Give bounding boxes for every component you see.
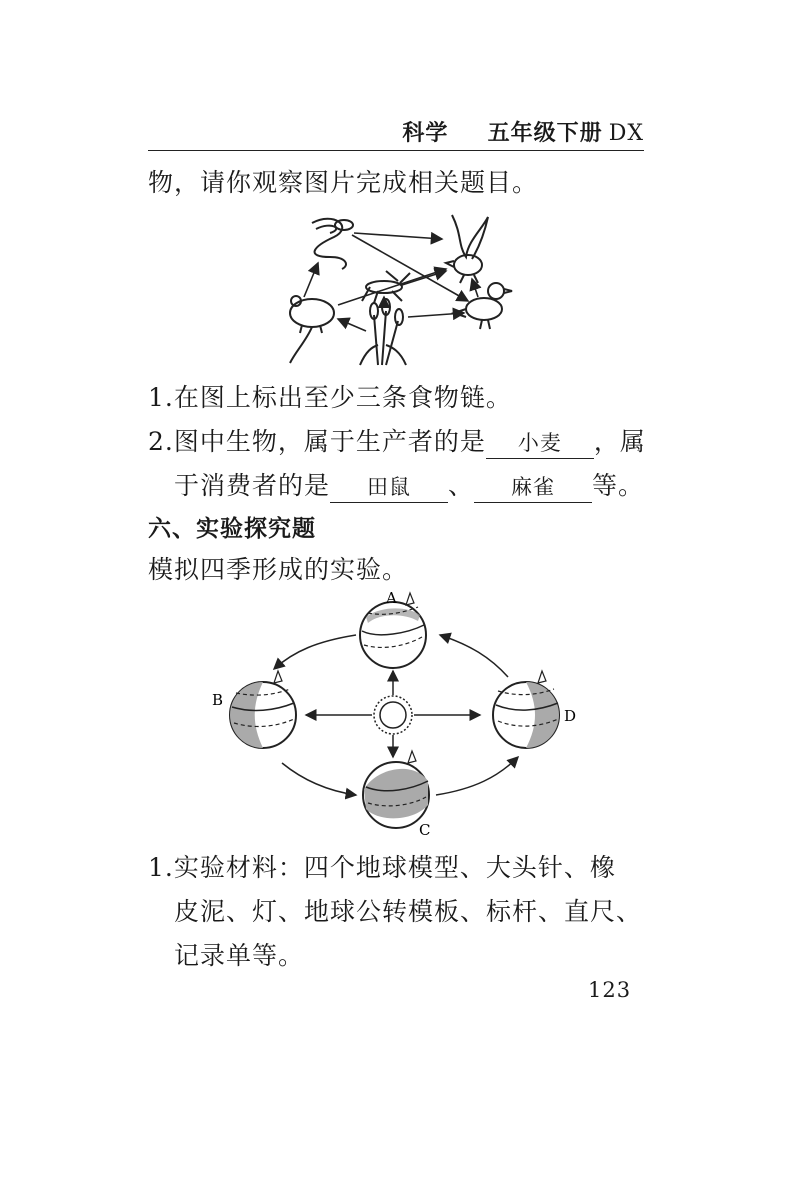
label-b: B [212, 691, 224, 709]
section-6-title: 六、实验探究题 [148, 516, 316, 542]
wheat-icon [360, 299, 406, 365]
snake-icon [312, 219, 353, 269]
label-d: D [564, 707, 577, 725]
header-divider [148, 150, 644, 151]
bird-icon [454, 283, 512, 329]
header-grade: 五年级下册 [487, 121, 603, 146]
answer-consumer-1-blank[interactable]: 田鼠 [330, 472, 448, 503]
question-2-sep: 、 [448, 471, 475, 500]
food-web-figure [282, 205, 522, 367]
header-subject: 科学 [402, 121, 449, 146]
question-1-text: 在图上标出至少三条食物链。 [173, 383, 512, 412]
question-2-text-c: 于消费者的是 [174, 471, 331, 500]
sun-ray-arrows [306, 671, 480, 757]
question-2-text-a: 图中生物，属于生产者的是 [173, 427, 486, 456]
earth-model-c [363, 751, 429, 828]
question-2-line1 [148, 422, 646, 459]
exp-question-1-line3: 记录单等。 [174, 941, 305, 970]
header-title [402, 116, 644, 147]
exp-question-1-number: 1. [148, 853, 174, 882]
answer-consumer-2-blank[interactable]: 麻雀 [474, 472, 592, 503]
sun-icon [374, 696, 412, 734]
question-2-number: 2. [148, 427, 174, 456]
question-2-line2 [174, 466, 644, 503]
season-diagram [208, 585, 588, 840]
earth-model-d [493, 671, 559, 748]
exp-question-1-text-1: 实验材料：四个地球模型、大头针、橡 [173, 853, 616, 882]
header-code: DX [608, 121, 644, 146]
page-number: 123 [588, 978, 632, 1002]
section-6-intro: 模拟四季形成的实验。 [148, 555, 409, 584]
exp-question-1-line1 [148, 848, 616, 884]
question-2-text-b: ，属 [593, 427, 646, 456]
exp-question-1-line2: 皮泥、灯、地球公转模板、标杆、直尺、 [174, 897, 643, 926]
answer-producer-blank[interactable]: 小麦 [486, 428, 594, 459]
mouse-icon [290, 296, 334, 363]
question-2-text-d: 等。 [592, 471, 645, 500]
question-1 [148, 378, 512, 414]
question-1-number: 1. [148, 383, 174, 412]
page-header [148, 110, 644, 148]
intro-line: 物，请你观察图片完成相关题目。 [148, 168, 539, 197]
label-a: A [386, 589, 397, 607]
earth-model-b [230, 671, 296, 748]
eagle-icon [446, 215, 488, 283]
label-c: C [419, 821, 431, 839]
